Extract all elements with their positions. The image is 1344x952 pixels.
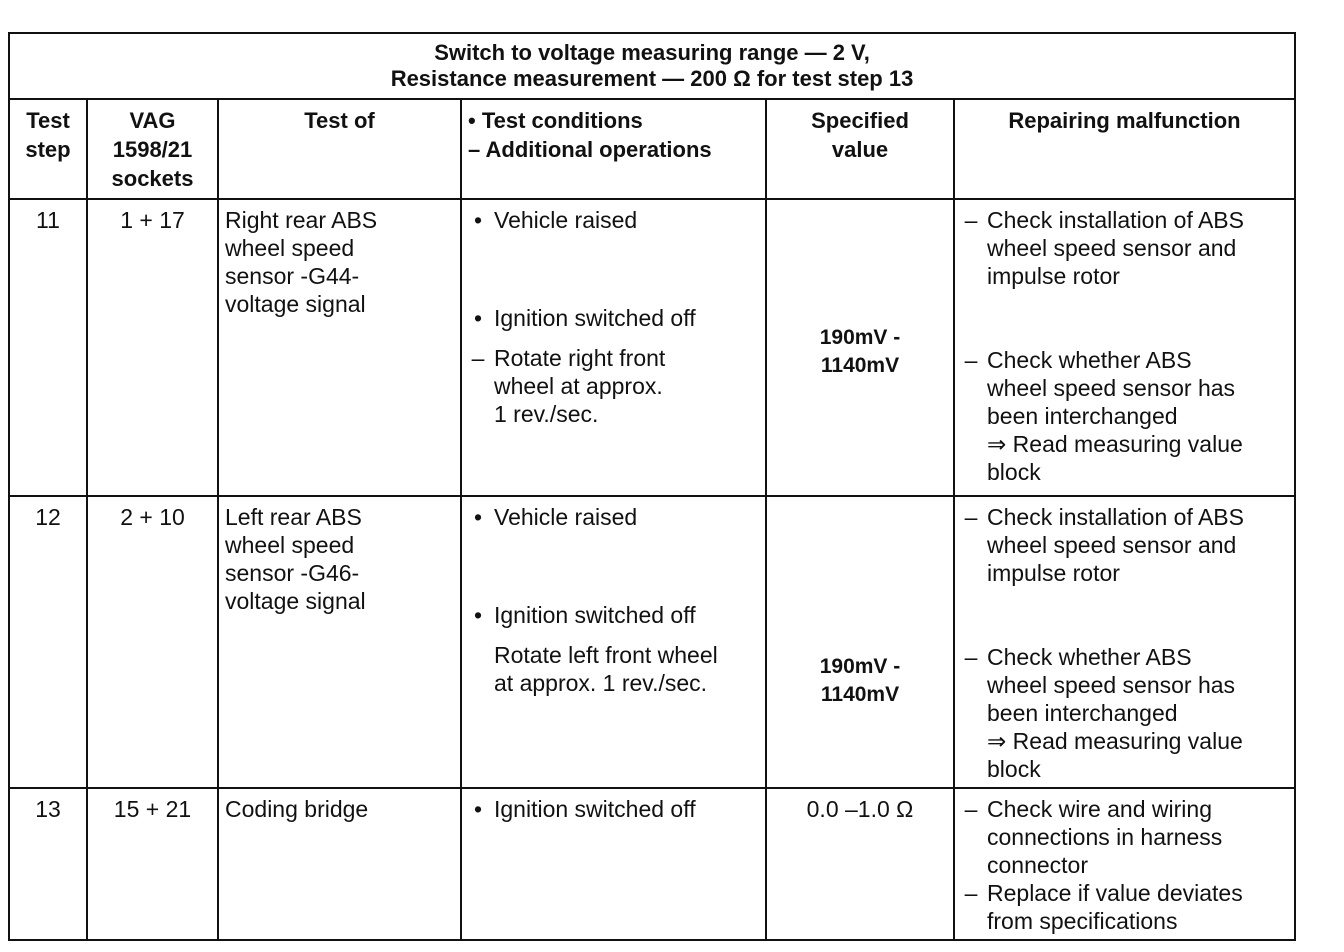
repair-item: – Check installation of ABS wheel speed sensor and impulse rotor — [964, 207, 1244, 289]
repair-item: – Check installation of ABS wheel speed sensor and impulse rotor — [964, 504, 1244, 586]
repair-item: – Check wire and wiring connections in harness connector — [964, 796, 1223, 878]
conditions-cell — [461, 788, 766, 940]
header-line-2: Resistance measurement — 200 Ω for test step 13 — [390, 66, 914, 91]
repair-item: – Replace if value deviates from specifications — [964, 880, 1243, 934]
test-step-cell: 13 — [9, 788, 87, 940]
col-test-step: Test step — [9, 99, 87, 199]
test-of-cell: Coding bridge — [218, 788, 461, 940]
specified-value-cell: 190mV - 1140mV — [766, 496, 954, 788]
operation-item: Rotate left front wheel at approx. 1 rev./sec. — [494, 642, 718, 696]
repair-cell — [954, 788, 1295, 940]
conditions-cell — [461, 199, 766, 496]
col-sockets: VAG 1598/21 sockets — [87, 99, 218, 199]
col-repair: Repairing malfunction — [954, 99, 1295, 199]
test-step-cell: 11 — [9, 199, 87, 496]
table-row — [9, 496, 1295, 788]
sockets-cell: 15 + 21 — [87, 788, 218, 940]
repair-cell — [954, 496, 1295, 788]
column-header-row — [9, 99, 1295, 199]
sockets-cell: 2 + 10 — [87, 496, 218, 788]
repair-item: – Check whether ABS wheel speed sensor has been interchanged ⇒ Read measuring value block — [964, 347, 1243, 485]
specified-value-cell: 0.0 –1.0 Ω — [766, 788, 954, 940]
test-table — [8, 32, 1296, 941]
table-row — [9, 788, 1295, 940]
header-line-1: Switch to voltage measuring range — 2 V, — [434, 40, 870, 65]
table-row — [9, 199, 1295, 496]
sockets-cell: 1 + 17 — [87, 199, 218, 496]
condition-item: • Ignition switched off — [473, 796, 696, 822]
test-of-cell: Left rear ABS wheel speed sensor -G46- voltage signal — [218, 496, 461, 788]
condition-item: • Ignition switched off — [473, 305, 696, 331]
condition-item: • Vehicle raised — [473, 207, 638, 233]
operation-item: – Rotate right front wheel at approx. 1 rev./sec. — [471, 345, 666, 427]
test-step-cell: 12 — [9, 496, 87, 788]
specified-value-cell: 190mV - 1140mV — [766, 199, 954, 496]
table-header — [9, 33, 1295, 99]
col-test-of: Test of — [218, 99, 461, 199]
condition-item: • Ignition switched off — [473, 602, 696, 628]
repair-cell — [954, 199, 1295, 496]
col-conditions: • Test conditions – Additional operations — [461, 99, 766, 199]
repair-item: – Check whether ABS wheel speed sensor has been interchanged ⇒ Read measuring value block — [964, 644, 1243, 782]
conditions-cell — [461, 496, 766, 788]
condition-item: • Vehicle raised — [473, 504, 638, 530]
col-specified-value: Specified value — [766, 99, 954, 199]
test-of-cell: Right rear ABS wheel speed sensor -G44- voltage signal — [218, 199, 461, 496]
